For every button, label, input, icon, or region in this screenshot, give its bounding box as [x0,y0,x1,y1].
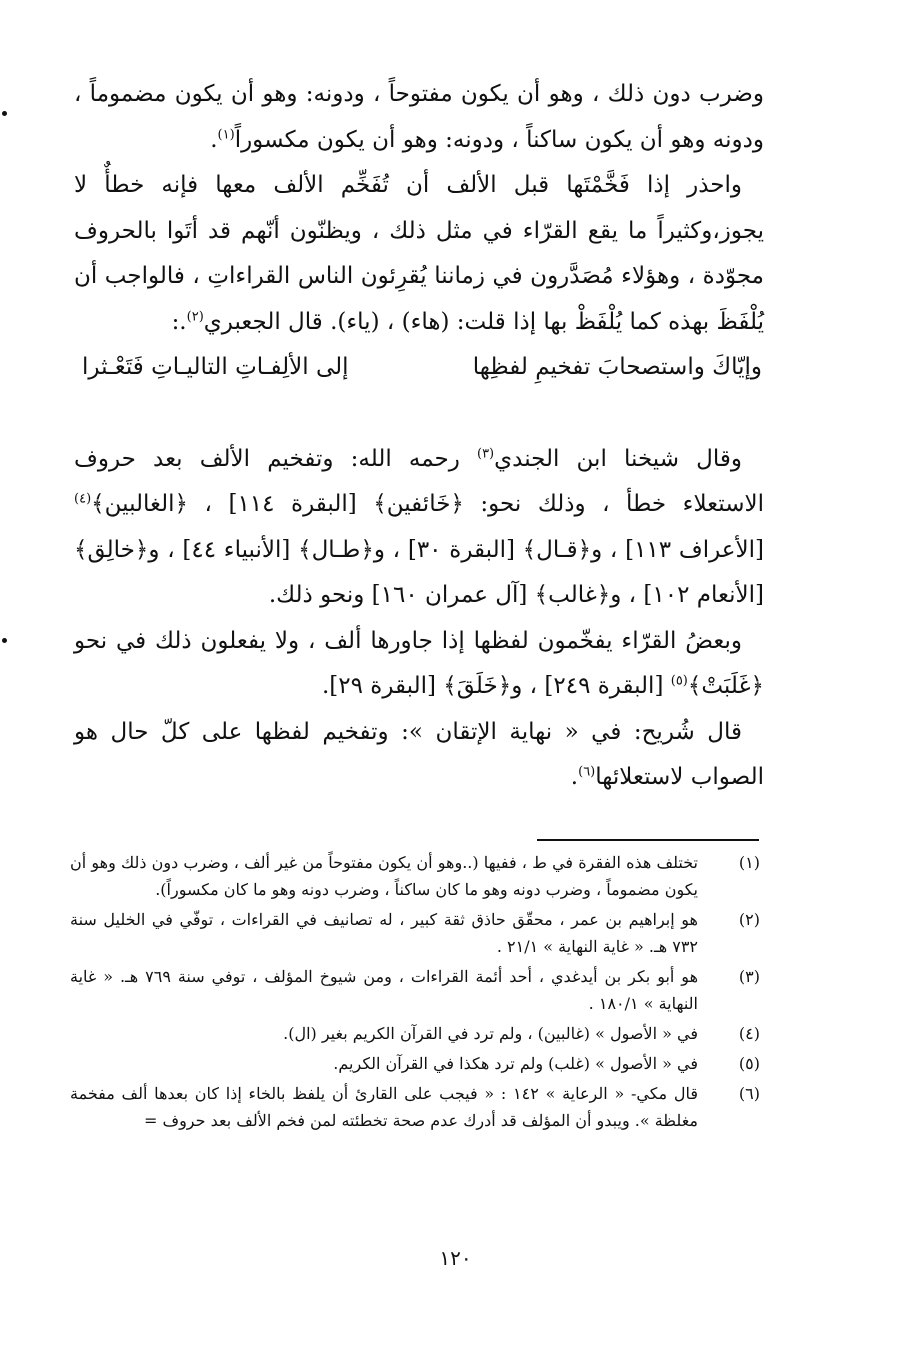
main-text [74,72,764,801]
footnote-text: هو إبراهيم بن عمر ، محقّق حاذق ثقة كبير ، له تصانيف في القراءات ، توفّي في الخليل سنة ٧٣٢ هـ. « غاية النهاية » ٢١/١ . [70,910,698,956]
paragraph-text: واحذر إذا فَخَّمْتَها قبل الألف أن تُفَخِّم الألف معها فإنه خطأٌ لا يجوز،وكثيراً ما يقع القرّاء في مثل ذلك ، ويظنّون أنّهم قد أتَوا بالحروف مجوّدة ، وهؤلاء مُصَدَّرون في زماننا يُقرِئون الناس القراءاتِ ، فالواجب أن يُلْفَظَ بهذه كما يُلْفَظْ بها إذا قلت: (هاء) ، (ياء). قال الجعبري [74,172,764,335]
footnote-number: (١) [738,853,760,872]
margin-dot [2,638,7,643]
paragraph-text: [البقرة ٢٤٩] ، و﴿خَلَقَ﴾ [البقرة ٢٩]. [321,673,671,699]
verse-hemistich-left: إلى الألِفـاتِ التاليـاتِ فَتَعْـثرا [82,354,349,380]
paragraph-text: وضرب دون ذلك ، وهو أن يكون مفتوحاً ، ودونه: وهو أن يكون مضموماً ، ودونه وهو أن يكون ساكناً ، ودونه: وهو أن يكون مكسوراً [74,81,764,153]
punctuation: . [210,126,218,153]
footnote-ref: (٦) [578,764,596,780]
paragraph [74,163,764,345]
footnote-number: (٦) [738,1084,760,1103]
footnote-separator [537,839,759,841]
paragraph-text: [الأعراف ١١٣] ، و﴿قـال﴾ [البقرة ٣٠] ، و﴿طـال﴾ [الأنبياء ٤٤] ، و﴿خالِق﴾ [الأنعام ١٠٢] ، و﴿غالب﴾ [آل عمران ١٦٠] ونحو ذلك. [74,536,764,608]
punctuation: . [570,764,579,790]
footnote [70,849,760,903]
paragraph-text: رحمه الله: وتفخيم الألف بعد حروف الاستعلاء خطأ ، وذلك نحو: ﴿خَائفين﴾ [البقرة ١١٤] ، ﴿الغالبين﴾ [74,445,764,517]
paragraph [74,710,764,801]
punctuation: .: [171,308,187,335]
footnote [70,1050,760,1077]
poetry-verse [74,345,764,391]
paragraph-text: وبعضُ القرّاء يفخّمون لفظها إذا جاورها ألف ، ولا يفعلون ذلك في نحو ﴿غَلَبَتْ﴾ [74,627,764,699]
footnote [70,906,760,960]
paragraph [74,72,764,163]
footnote-ref: (٣) [476,445,495,461]
paragraph [74,437,764,619]
footnote [70,1080,760,1134]
footnote-number: (٥) [738,1054,760,1073]
footnote-text: في « الأصول » (غلب) ولم ترد هكذا في القرآن الكريم. [333,1054,698,1073]
verse-hemistich-right: وإيّاكَ واستصحابَ تفخيمِ لفظِها [472,354,762,380]
paragraph-text: قال شُريح: في « نهاية الإتقان »: وتفخيم لفظها على كلّ حال هو الصواب لاستعلائها [74,718,764,790]
paragraph-text: وقال شيخنا ابن الجندي [494,445,742,472]
footnote-ref: (١) [217,126,235,142]
footnotes [70,849,760,1137]
footnote-text: في « الأصول » (غالبين) ، ولم ترد في القرآن الكريم بغير (ال). [283,1024,698,1043]
page-number: ١٢٠ [439,1246,472,1270]
footnote-text: قال مكي- « الرعاية » ١٤٢ : « فيجب على القارئ أن يلفظ بالخاء إذا كان بعدها ألف مفخمة مغلظة ». ويبدو أن المؤلف قد أدرك عدم صحة تخطئته لمن فخم الألف بعد حروف = [70,1084,699,1130]
paragraph [74,619,764,710]
footnote-text: هو أبو بكر بن أيدغدي ، أحد أئمة القراءات ، ومن شيوخ المؤلف ، توفي سنة ٧٦٩ هـ. « غاية النهاية » ١٨٠/١ . [70,967,699,1013]
footnote-ref: (٤) [74,491,92,507]
footnote [70,963,760,1017]
footnote-ref: (٢) [186,308,204,324]
footnote [70,1020,760,1047]
footnote-number: (٤) [738,1024,760,1043]
margin-dot [2,111,7,116]
footnote-number: (٢) [738,910,760,929]
footnote-text: تختلف هذه الفقرة في ط ، ففيها (..وهو أن يكون مفتوحاً من غير ألف ، وضرب دون ذلك وهو أن يكون مضموماً ، وضرب دونه وهو ما كان ساكناً ، وضرب دونه وهو ما كان مكسوراً). [70,853,698,899]
footnote-number: (٣) [738,967,760,986]
footnote-ref: (٥) [670,673,688,689]
